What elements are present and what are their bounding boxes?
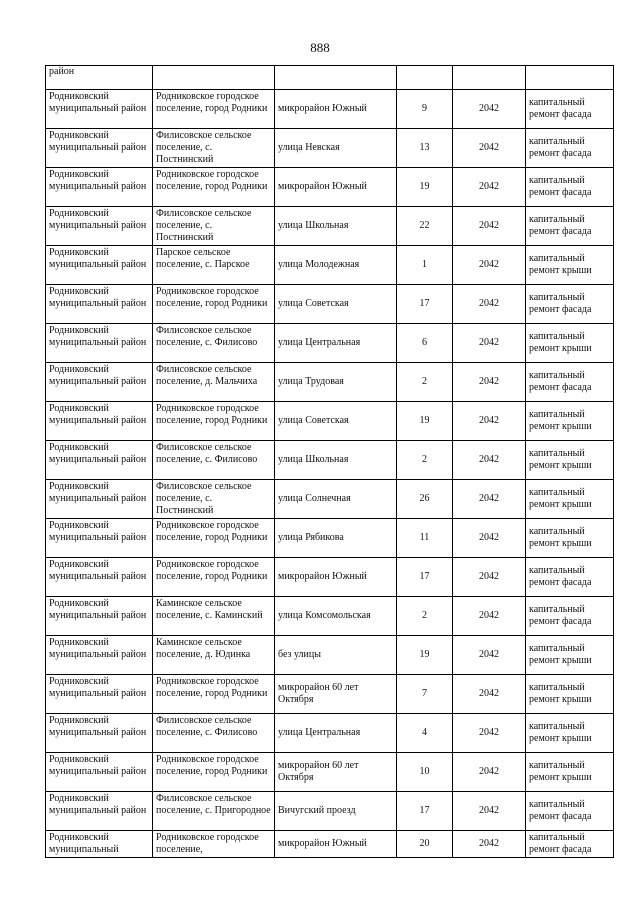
street-cell: улица Солнечная — [275, 480, 397, 519]
settlement-cell: Парское сельское поселение, с. Парское — [153, 246, 275, 285]
street-cell: микрорайон 60 лет Октября — [275, 753, 397, 792]
table-row — [46, 831, 614, 858]
year-cell: 2042 — [453, 168, 526, 207]
settlement-cell: Каминское сельское поселение, д. Юдинка — [153, 636, 275, 675]
table-row — [46, 285, 614, 324]
street-cell: Вичугский проезд — [275, 792, 397, 831]
table-row — [46, 168, 614, 207]
street-cell: улица Молодежная — [275, 246, 397, 285]
street-cell: улица Центральная — [275, 324, 397, 363]
work-cell: капитальный ремонт крыши — [526, 324, 614, 363]
house-cell: 6 — [397, 324, 453, 363]
house-cell — [397, 66, 453, 90]
year-cell: 2042 — [453, 402, 526, 441]
street-cell: улица Центральная — [275, 714, 397, 753]
house-cell: 7 — [397, 675, 453, 714]
district-cell: Родниковский муниципальный район — [46, 597, 153, 636]
table-row — [46, 402, 614, 441]
street-cell: улица Невская — [275, 129, 397, 168]
house-cell: 20 — [397, 831, 453, 858]
table-row — [46, 129, 614, 168]
table-row — [46, 519, 614, 558]
district-cell: Родниковский муниципальный район — [46, 363, 153, 402]
year-cell: 2042 — [453, 246, 526, 285]
work-cell: капитальный ремонт крыши — [526, 441, 614, 480]
table-row — [46, 363, 614, 402]
street-cell: улица Школьная — [275, 207, 397, 246]
house-cell: 19 — [397, 168, 453, 207]
table-row — [46, 636, 614, 675]
work-cell: капитальный ремонт крыши — [526, 480, 614, 519]
repair-schedule-table — [45, 65, 614, 858]
settlement-cell: Филисовское сельское поселение, с. Постнинский — [153, 207, 275, 246]
year-cell: 2042 — [453, 519, 526, 558]
work-cell: капитальный ремонт фасада — [526, 831, 614, 858]
street-cell: улица Советская — [275, 285, 397, 324]
district-cell: Родниковский муниципальный район — [46, 558, 153, 597]
year-cell: 2042 — [453, 597, 526, 636]
house-cell: 1 — [397, 246, 453, 285]
work-cell: капитальный ремонт крыши — [526, 636, 614, 675]
year-cell — [453, 66, 526, 90]
work-cell: капитальный ремонт фасада — [526, 792, 614, 831]
district-cell: Родниковский муниципальный район — [46, 480, 153, 519]
house-cell: 10 — [397, 753, 453, 792]
work-cell: капитальный ремонт фасада — [526, 597, 614, 636]
table-row — [46, 207, 614, 246]
settlement-cell: Родниковское городское поселение, — [153, 831, 275, 858]
table-row — [46, 324, 614, 363]
district-cell: Родниковский муниципальный район — [46, 441, 153, 480]
street-cell: улица Комсомольская — [275, 597, 397, 636]
table-row — [46, 246, 614, 285]
street-cell: микрорайон 60 лет Октября — [275, 675, 397, 714]
table-row — [46, 480, 614, 519]
street-cell: микрорайон Южный — [275, 90, 397, 129]
table-row — [46, 441, 614, 480]
settlement-cell: Родниковское городское поселение, город Родники — [153, 402, 275, 441]
table-row — [46, 714, 614, 753]
house-cell: 2 — [397, 597, 453, 636]
work-cell: капитальный ремонт фасада — [526, 363, 614, 402]
street-cell: без улицы — [275, 636, 397, 675]
year-cell: 2042 — [453, 831, 526, 858]
table-row — [46, 753, 614, 792]
house-cell: 19 — [397, 402, 453, 441]
table-row — [46, 90, 614, 129]
house-cell: 17 — [397, 285, 453, 324]
district-cell: Родниковский муниципальный район — [46, 519, 153, 558]
district-cell: Родниковский муниципальный район — [46, 285, 153, 324]
table-row — [46, 792, 614, 831]
district-cell: Родниковский муниципальный район — [46, 168, 153, 207]
work-cell: капитальный ремонт крыши — [526, 402, 614, 441]
street-cell: микрорайон Южный — [275, 831, 397, 858]
year-cell: 2042 — [453, 753, 526, 792]
year-cell: 2042 — [453, 363, 526, 402]
settlement-cell: Родниковское городское поселение, город Родники — [153, 519, 275, 558]
settlement-cell: Филисовское сельское поселение, с. Филисово — [153, 714, 275, 753]
settlement-cell: Родниковское городское поселение, город Родники — [153, 558, 275, 597]
district-cell: Родниковский муниципальный район — [46, 402, 153, 441]
table-row — [46, 597, 614, 636]
street-cell — [275, 66, 397, 90]
year-cell: 2042 — [453, 480, 526, 519]
settlement-cell: Филисовское сельское поселение, с. Филисово — [153, 324, 275, 363]
street-cell: улица Трудовая — [275, 363, 397, 402]
year-cell: 2042 — [453, 558, 526, 597]
house-cell: 26 — [397, 480, 453, 519]
year-cell: 2042 — [453, 285, 526, 324]
table-row — [46, 675, 614, 714]
settlement-cell: Филисовское сельское поселение, д. Мальчиха — [153, 363, 275, 402]
settlement-cell: Родниковское городское поселение, город Родники — [153, 753, 275, 792]
work-cell: капитальный ремонт фасада — [526, 207, 614, 246]
work-cell: капитальный ремонт фасада — [526, 90, 614, 129]
work-cell: капитальный ремонт фасада — [526, 558, 614, 597]
district-cell: Родниковский муниципальный район — [46, 675, 153, 714]
year-cell: 2042 — [453, 675, 526, 714]
district-cell: Родниковский муниципальный район — [46, 90, 153, 129]
district-cell: Родниковский муниципальный район — [46, 324, 153, 363]
house-cell: 2 — [397, 363, 453, 402]
work-cell: капитальный ремонт крыши — [526, 714, 614, 753]
district-cell: Родниковский муниципальный район — [46, 207, 153, 246]
street-cell: улица Рябикова — [275, 519, 397, 558]
work-cell: капитальный ремонт фасада — [526, 285, 614, 324]
district-cell: Родниковский муниципальный район — [46, 636, 153, 675]
street-cell: улица Советская — [275, 402, 397, 441]
page-number: 888 — [310, 40, 330, 55]
house-cell: 19 — [397, 636, 453, 675]
year-cell: 2042 — [453, 324, 526, 363]
work-cell: капитальный ремонт крыши — [526, 519, 614, 558]
settlement-cell: Филисовское сельское поселение, с. Филисово — [153, 441, 275, 480]
work-cell: капитальный ремонт фасада — [526, 129, 614, 168]
table-row — [46, 558, 614, 597]
district-cell: Родниковский муниципальный район — [46, 246, 153, 285]
year-cell: 2042 — [453, 792, 526, 831]
settlement-cell: Филисовское сельское поселение, с. Пригородное — [153, 792, 275, 831]
settlement-cell: Филисовское сельское поселение, с. Постнинский — [153, 480, 275, 519]
street-cell: микрорайон Южный — [275, 168, 397, 207]
district-cell: район — [46, 66, 153, 90]
house-cell: 17 — [397, 558, 453, 597]
settlement-cell: Родниковское городское поселение, город Родники — [153, 168, 275, 207]
settlement-cell — [153, 66, 275, 90]
district-cell: Родниковский муниципальный район — [46, 129, 153, 168]
work-cell: капитальный ремонт крыши — [526, 753, 614, 792]
year-cell: 2042 — [453, 129, 526, 168]
settlement-cell: Родниковское городское поселение, город Родники — [153, 675, 275, 714]
year-cell: 2042 — [453, 441, 526, 480]
house-cell: 11 — [397, 519, 453, 558]
year-cell: 2042 — [453, 90, 526, 129]
settlement-cell: Каминское сельское поселение, с. Каминский — [153, 597, 275, 636]
house-cell: 17 — [397, 792, 453, 831]
house-cell: 22 — [397, 207, 453, 246]
work-cell — [526, 66, 614, 90]
settlement-cell: Филисовское сельское поселение, с. Постнинский — [153, 129, 275, 168]
settlement-cell: Родниковское городское поселение, город Родники — [153, 90, 275, 129]
house-cell: 2 — [397, 441, 453, 480]
district-cell: Родниковский муниципальный — [46, 831, 153, 858]
district-cell: Родниковский муниципальный район — [46, 753, 153, 792]
work-cell: капитальный ремонт крыши — [526, 246, 614, 285]
house-cell: 13 — [397, 129, 453, 168]
work-cell: капитальный ремонт крыши — [526, 675, 614, 714]
street-cell: микрорайон Южный — [275, 558, 397, 597]
table-row-continuation — [46, 66, 614, 90]
work-cell: капитальный ремонт фасада — [526, 168, 614, 207]
district-cell: Родниковский муниципальный район — [46, 714, 153, 753]
settlement-cell: Родниковское городское поселение, город Родники — [153, 285, 275, 324]
district-cell: Родниковский муниципальный район — [46, 792, 153, 831]
year-cell: 2042 — [453, 714, 526, 753]
house-cell: 4 — [397, 714, 453, 753]
house-cell: 9 — [397, 90, 453, 129]
year-cell: 2042 — [453, 207, 526, 246]
year-cell: 2042 — [453, 636, 526, 675]
street-cell: улица Школьная — [275, 441, 397, 480]
